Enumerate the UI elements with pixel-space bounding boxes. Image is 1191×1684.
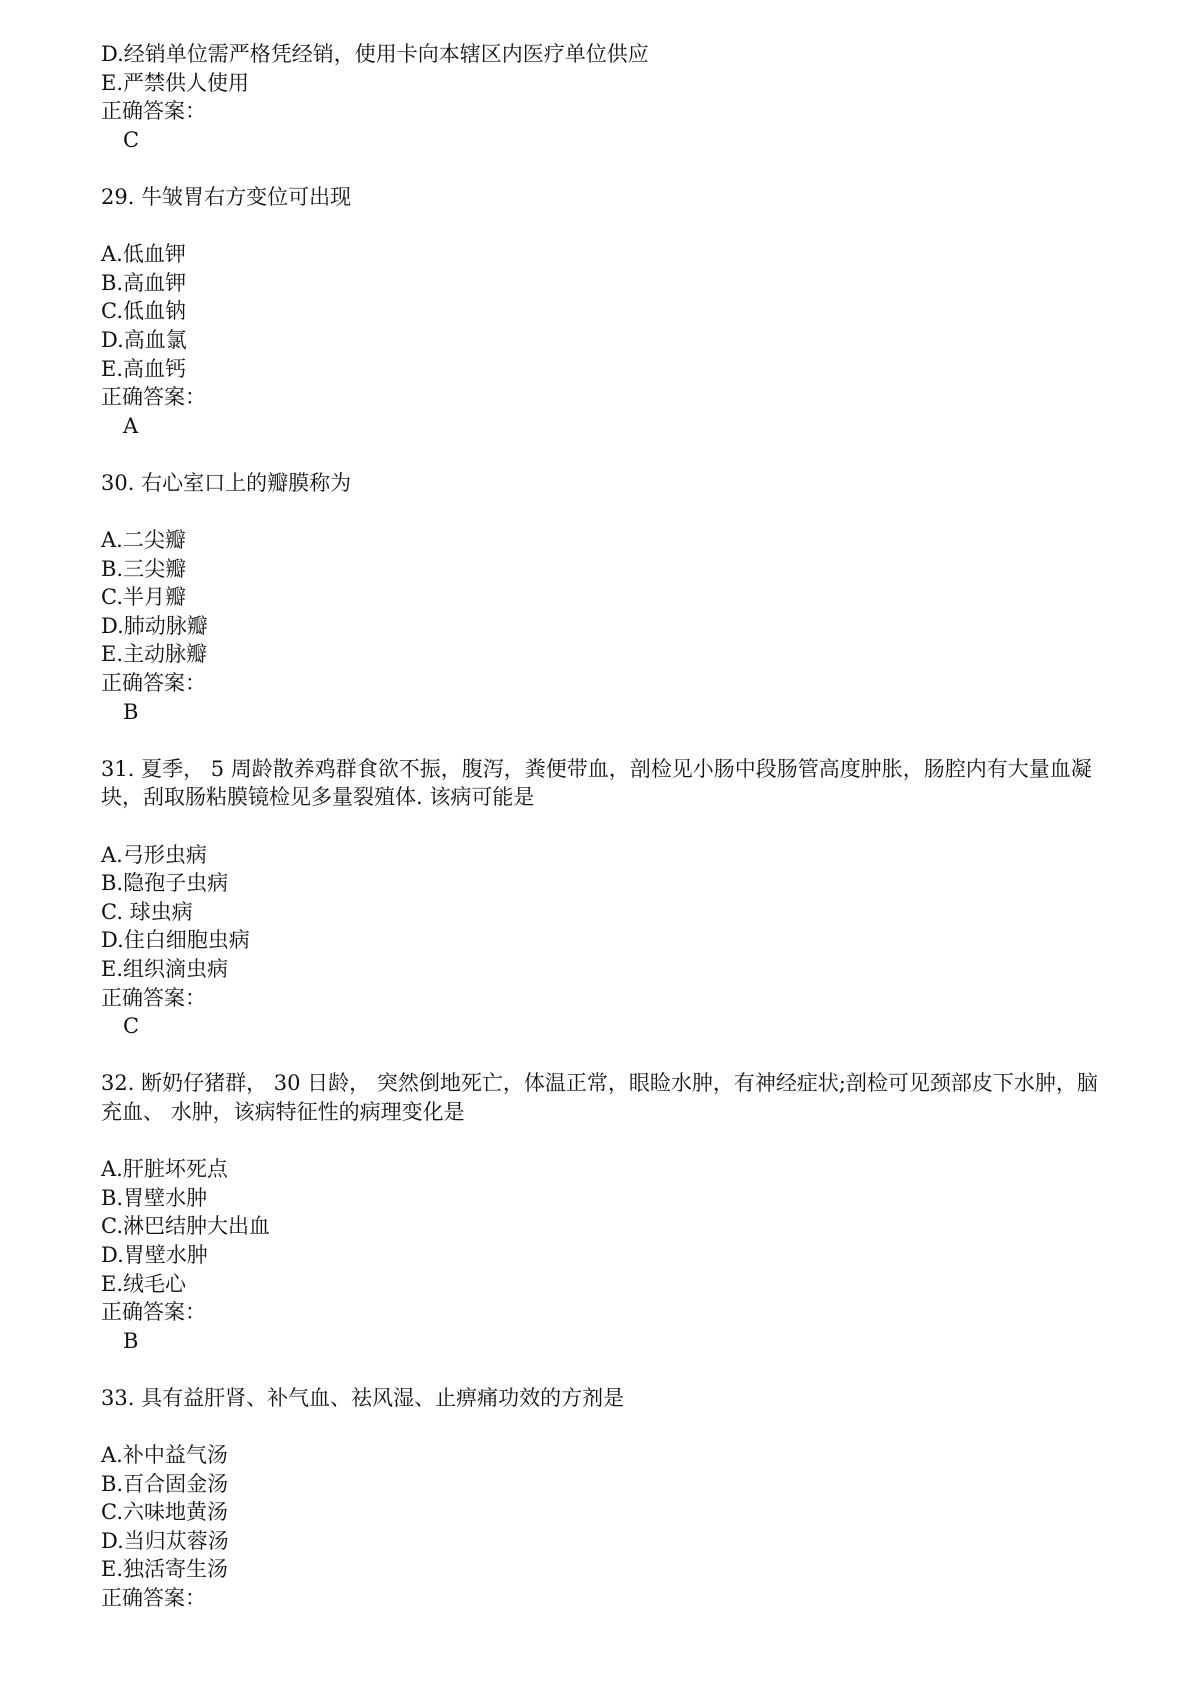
option-c: C.低血钠	[101, 299, 186, 324]
option-a: A.肝脏坏死点	[101, 1157, 228, 1182]
answer-label: 正确答案：	[101, 671, 206, 696]
option-d: D.胃壁水肿	[101, 1242, 208, 1267]
answer-label: 正确答案：	[101, 985, 206, 1010]
option-e: E.独活寄生汤	[101, 1557, 229, 1582]
answer-value: B	[123, 699, 139, 724]
question-stem: 30. 右心室口上的瓣膜称为	[101, 470, 352, 495]
option-b: B.三尖瓣	[101, 556, 187, 581]
answer-label: 正确答案：	[101, 1586, 206, 1611]
option-a: A.弓形虫病	[101, 842, 207, 867]
answer-label: 正确答案：	[101, 1300, 206, 1325]
option-b: B.胃壁水肿	[101, 1185, 208, 1210]
option-d: D.肺动脉瓣	[101, 613, 208, 638]
answer-value: A	[123, 413, 139, 438]
option-a: A.补中益气汤	[101, 1443, 228, 1468]
answer-value: C	[123, 127, 140, 152]
option-d: D.住白细胞虫病	[101, 928, 250, 953]
option-d: D.高血氯	[101, 327, 187, 352]
option-b: B.高血钾	[101, 270, 187, 295]
question-block-31	[101, 755, 1101, 1041]
question-stem: 31. 夏季， 5 周龄散养鸡群食欲不振，腹泻，粪便带血，剖检见小肠中段肠管高度肿胀，肠腔内有大量血凝块，刮取肠粘膜镜检见多量裂殖体. 该病可能是	[101, 756, 1092, 810]
question-block-30	[101, 469, 1101, 726]
option-e: E.组织滴虫病	[101, 957, 229, 981]
option-e: E.绒毛心	[101, 1271, 187, 1296]
option-e: E.主动脉瓣	[101, 642, 208, 667]
option-c: C.六味地黄汤	[101, 1500, 228, 1525]
option-e: E.严禁供人使用	[101, 70, 250, 95]
option-d: D.经销单位需严格凭经销，使用卡向本辖区内医疗单位供应	[101, 42, 649, 66]
option-b: B.隐孢子虫病	[101, 871, 229, 896]
question-stem: 29. 牛皱胃右方变位可出现	[101, 184, 352, 209]
option-c: C.半月瓣	[101, 585, 186, 610]
option-c: C. 球虫病	[101, 899, 193, 924]
option-d: D.当归苁蓉汤	[101, 1528, 229, 1553]
option-a: A.低血钾	[101, 242, 186, 267]
answer-label: 正确答案：	[101, 385, 206, 410]
question-block-prev	[101, 40, 1101, 154]
question-block-32	[101, 1069, 1101, 1355]
document-page	[101, 40, 1101, 1613]
answer-label: 正确答案：	[101, 99, 206, 124]
question-stem: 32. 断奶仔猪群， 30 日龄， 突然倒地死亡，体温正常，眼睑水肿，有神经症状;剖检可见颈部皮下水肿，脑充血、 水肿，该病特征性的病理变化是	[101, 1071, 1098, 1124]
option-a: A.二尖瓣	[101, 528, 186, 553]
question-block-29	[101, 183, 1101, 440]
answer-value: B	[123, 1328, 139, 1353]
option-e: E.高血钙	[101, 356, 187, 381]
option-c: C.淋巴结肿大出血	[101, 1214, 270, 1239]
question-block-33	[101, 1384, 1101, 1613]
question-stem: 33. 具有益肝肾、补气血、祛风湿、止痹痛功效的方剂是	[101, 1385, 625, 1410]
answer-value: C	[123, 1014, 140, 1039]
option-b: B.百合固金汤	[101, 1471, 229, 1496]
